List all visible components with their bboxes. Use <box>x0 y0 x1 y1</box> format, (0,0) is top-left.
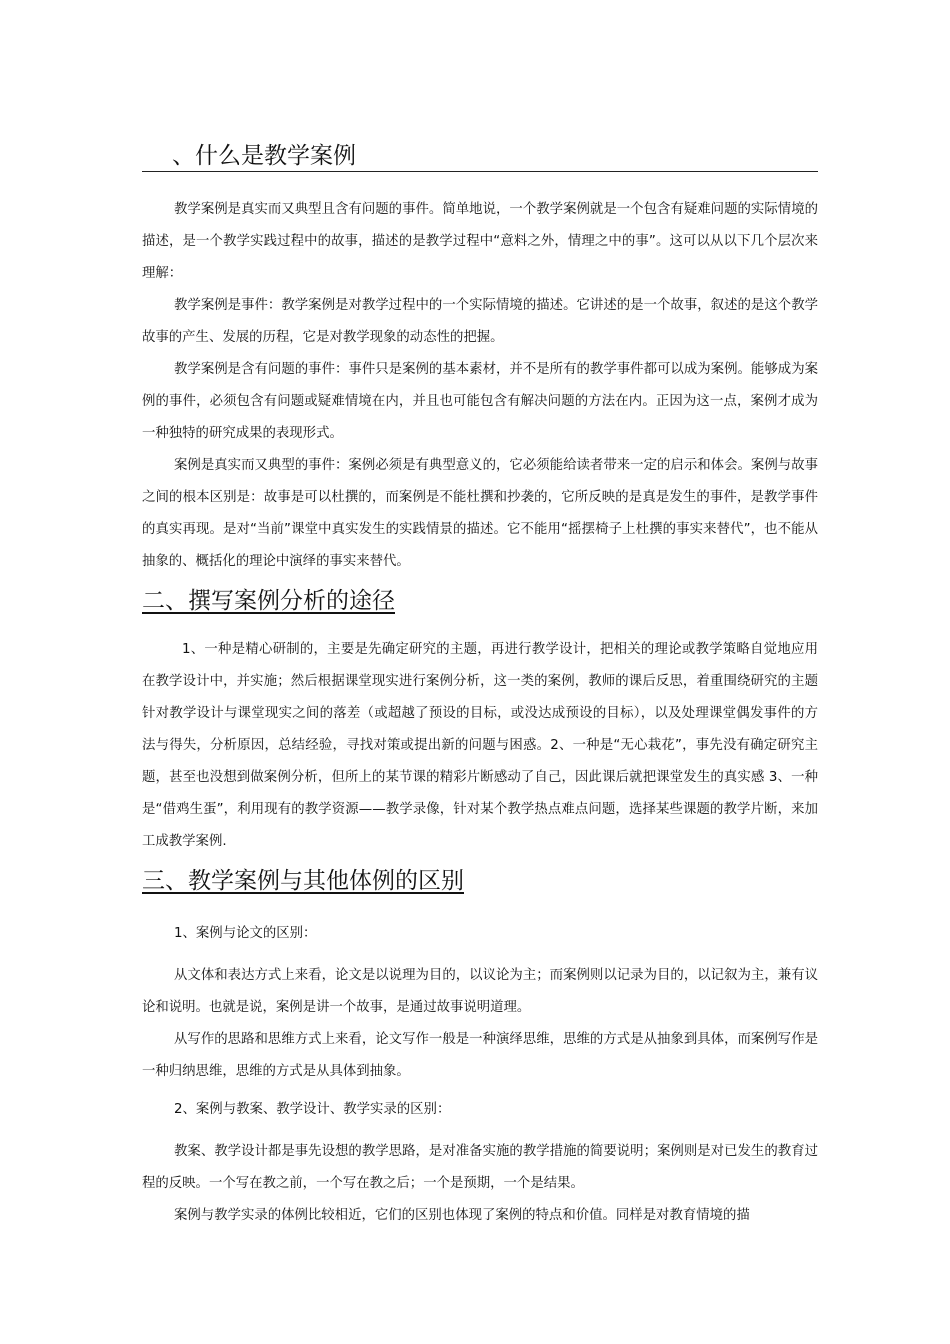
section-1-paragraph-3: 教学案例是含有问题的事件：事件只是案例的基本素材，并不是所有的教学事件都可以成为案例。能够成为案例的事件，必须包含有问题或疑难情境在内，并且也可能包含有解决问题的方法在内。正因为这一点，案例才成为一种独特的研究成果的表现形式。 <box>142 362 818 441</box>
section-2-heading: 二、撰写案例分析的途径 <box>142 588 395 614</box>
section-3-paragraph-3: 教案、教学设计都是事先设想的教学思路，是对准备实施的教学措施的简要说明；案例则是对已发生的教育过程的反映。一个写在教之前，一个写在教之后；一个是预期，一个是结果。 <box>142 1144 818 1191</box>
section-3-subheading-1: 1、案例与论文的区别： <box>174 926 317 941</box>
section-3-paragraph-1: 从文体和表达方式上来看，论文是以说理为目的，以议论为主；而案例则以记录为目的，以记叙为主，兼有议论和说明。也就是说，案例是讲一个故事，是通过故事说明道理。 <box>142 968 818 1015</box>
section-1-heading: 、什么是教学案例 <box>142 140 818 172</box>
section-3-subheading-2: 2、案例与教案、教学设计、教学实录的区别： <box>174 1102 451 1117</box>
section-3-heading: 三、教学案例与其他体例的区别 <box>142 868 464 894</box>
section-1-paragraph-2: 教学案例是事件：教学案例是对教学过程中的一个实际情境的描述。它讲述的是一个故事，叙述的是这个教学故事的产生、发展的历程，它是对教学现象的动态性的把握。 <box>142 298 818 345</box>
section-3-paragraph-4: 案例与教学实录的体例比较相近，它们的区别也体现了案例的特点和价值。同样是对教育情境的描 <box>174 1208 750 1223</box>
section-2-paragraph-1: 1、一种是精心研制的，主要是先确定研究的主题，再进行教学设计，把相关的理论或教学策略自觉地应用在教学设计中，并实施；然后根据课堂现实进行案例分析，这一类的案例，教师的课后反思，着重围绕研究的主题针对教学设计与课堂现实之间的落差（或超越了预设的目标，或没达成预设的目标），以及处理课堂偶发事件的方法与得失，分析原因，总结经验，寻找对策或提出新的问题与困惑。2、一种是“无心栽花”，事先没有确定研究主题，甚至也没想到做案例分析，但所上的某节课的精彩片断感动了自己，因此课后就把课堂发生的真实感 3、一种是“借鸡生蛋”，利用现有的教学资源——教学录像，针对某个教学热点难点问题，选择某些课题的教学片断，来加工成教学案例. <box>142 642 818 849</box>
section-1-paragraph-4: 案例是真实而又典型的事件：案例必须是有典型意义的，它必须能给读者带来一定的启示和体会。案例与故事之间的根本区别是：故事是可以杜撰的，而案例是不能杜撰和抄袭的，它所反映的是真是发生的事件，是教学事件的真实再现。是对“当前”课堂中真实发生的实践情景的描述。它不能用“摇摆椅子上杜撰的事实来替代”，也不能从抽象的、概括化的理论中演绎的事实来替代。 <box>142 458 818 569</box>
section-1-paragraph-1: 教学案例是真实而又典型且含有问题的事件。简单地说，一个教学案例就是一个包含有疑难问题的实际情境的描述，是一个教学实践过程中的故事，描述的是教学过程中“意料之外，情理之中的事”。这可以从以下几个层次来理解： <box>142 202 818 281</box>
section-3-paragraph-2: 从写作的思路和思维方式上来看，论文写作一般是一种演绎思维，思维的方式是从抽象到具体，而案例写作是一种归纳思维，思维的方式是从具体到抽象。 <box>142 1032 818 1079</box>
